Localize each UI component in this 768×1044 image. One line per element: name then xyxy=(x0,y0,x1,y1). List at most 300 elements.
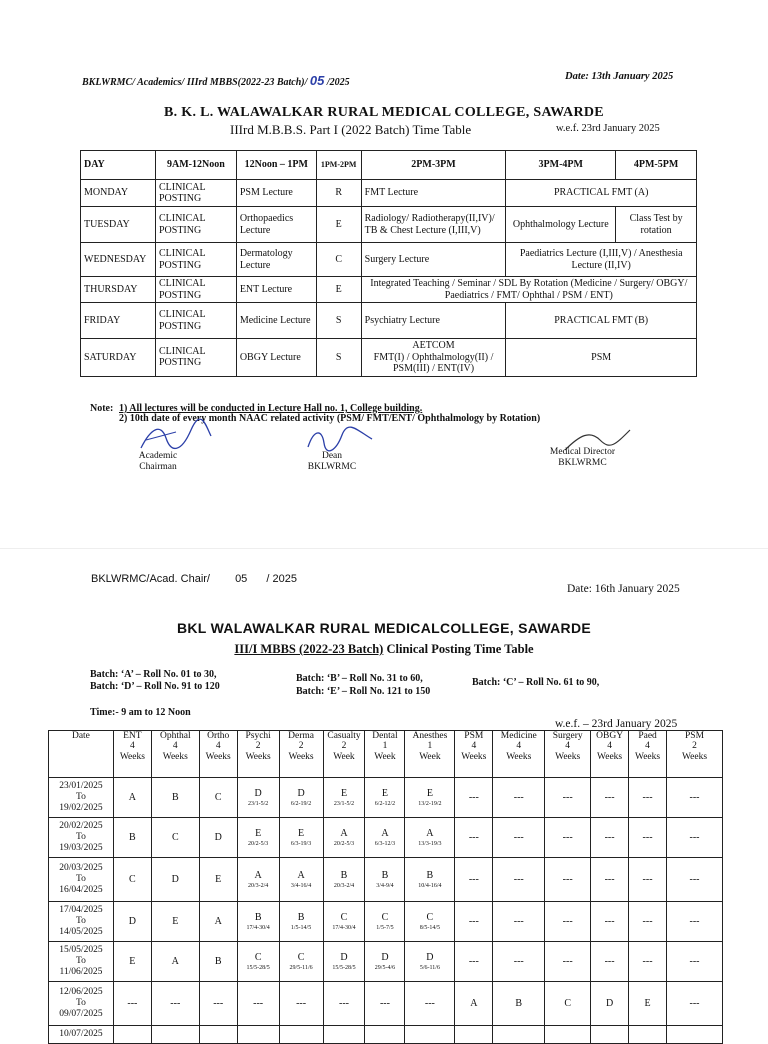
date-range-cell: 20/02/2025 To 19/03/2025 xyxy=(49,818,114,858)
slot-cell xyxy=(361,339,506,377)
posting-row xyxy=(49,858,723,902)
batch-letter: B xyxy=(214,956,222,967)
slot-cell: CLINICAL POSTING xyxy=(155,303,236,339)
batch-date-range: 20/3-2/4 xyxy=(333,882,355,889)
slot-cell: CLINICAL POSTING xyxy=(155,277,236,303)
day-cell: MONDAY xyxy=(81,180,156,207)
timetable-row-monday xyxy=(81,180,697,207)
batch-letter: --- xyxy=(604,956,615,967)
batch-cell xyxy=(365,858,405,902)
batch-cell xyxy=(545,942,591,982)
batch-cell xyxy=(279,778,323,818)
batch-a: Batch: ‘A’ – Roll No. 01 to 30, xyxy=(90,669,217,680)
batch-letter: --- xyxy=(213,998,224,1009)
batch-letter: C xyxy=(381,911,389,923)
batch-cell xyxy=(365,902,405,942)
batch-letter: --- xyxy=(296,998,307,1009)
batch-letter: --- xyxy=(689,832,700,843)
header-slot-9am: 9AM-12Noon xyxy=(155,151,236,180)
batch-letter: E xyxy=(129,956,136,967)
timetable-header-row xyxy=(81,151,697,180)
batch-cell xyxy=(365,818,405,858)
batch-letter: --- xyxy=(562,956,573,967)
batch-date-range: 6/2-12/2 xyxy=(374,800,396,807)
batch-cell xyxy=(405,1026,455,1044)
batch-letter: A xyxy=(340,827,348,839)
batch-letter: --- xyxy=(689,916,700,927)
batch-letter: A xyxy=(426,827,434,839)
slot-cell: Medicine Lecture xyxy=(236,303,316,339)
batch-cell xyxy=(493,1026,545,1044)
batch-cell xyxy=(493,902,545,942)
header-department: Paed 4 Weeks xyxy=(629,731,667,778)
batch-date-range: 23/1-5/2 xyxy=(333,800,355,807)
batch-letter: --- xyxy=(253,998,264,1009)
aetcom-detail: FMT(I) / Ophthalmology(II) / PSM(III) / ENT(IV) xyxy=(373,351,494,374)
batch-cell xyxy=(591,902,629,942)
posting-header-row xyxy=(49,731,723,778)
batch-cell xyxy=(237,902,279,942)
header-department: Ortho 4 Weeks xyxy=(199,731,237,778)
batch-cell xyxy=(279,902,323,942)
batch-cell xyxy=(545,1026,591,1044)
day-cell: WEDNESDAY xyxy=(81,243,156,277)
batch-letter: A xyxy=(214,916,222,927)
batch-cell xyxy=(323,902,365,942)
batch-cell xyxy=(199,818,237,858)
batch-letter: C xyxy=(564,998,571,1009)
header-department: PSM 2 Weeks xyxy=(667,731,723,778)
header-slot-1pm: 1PM-2PM xyxy=(316,151,361,180)
lunch-letter: E xyxy=(316,207,361,243)
batch-cell xyxy=(629,942,667,982)
batch-cell xyxy=(199,982,237,1026)
batch-date-range: 3/4-16/4 xyxy=(290,882,312,889)
batch-letter: --- xyxy=(513,832,524,843)
batch-e: Batch: ‘E’ – Roll No. 121 to 150 xyxy=(296,686,431,697)
batch-letter: C xyxy=(254,951,262,963)
batch-letter: --- xyxy=(170,998,181,1009)
batch-cell xyxy=(279,982,323,1026)
date-range-cell: 17/04/2025 To 14/05/2025 xyxy=(49,902,114,942)
header-department: Dental 1 Week xyxy=(365,731,405,778)
lunch-letter: S xyxy=(316,303,361,339)
lunch-letter: C xyxy=(316,243,361,277)
batch-letter: B xyxy=(426,869,434,881)
batch-letter: B xyxy=(515,998,523,1009)
batch-date-range: 6/2-19/2 xyxy=(290,800,312,807)
batch-letter: C xyxy=(214,792,222,803)
batch-letter: --- xyxy=(468,956,479,967)
weekly-timetable xyxy=(80,150,697,377)
slot-cell: PSM Lecture xyxy=(236,180,316,207)
batch-c: Batch: ‘C’ – Roll No. 61 to 90, xyxy=(472,677,600,688)
timetable-subtitle: IIIrd M.B.B.S. Part I (2022 Batch) Time Table xyxy=(230,122,472,137)
header-date: Date xyxy=(49,731,114,778)
slot-cell: Class Test by rotation xyxy=(616,207,697,243)
batch-cell xyxy=(279,942,323,982)
batch-cell xyxy=(455,778,493,818)
clinical-posting-title: III/I MBBS (2022-23 Batch) Clinical Posting Time Table xyxy=(234,642,534,656)
header-slot-4pm: 4PM-5PM xyxy=(616,151,697,180)
batch-letter: A xyxy=(171,956,179,967)
batch-cell xyxy=(629,1026,667,1044)
batch-cell xyxy=(591,778,629,818)
effective-date-2: w.e.f. – 23rd January 2025 xyxy=(555,718,678,730)
header-slot-12noon: 12Noon – 1PM xyxy=(236,151,316,180)
batch-cell xyxy=(591,858,629,902)
batch-letter: --- xyxy=(379,998,390,1009)
slot-cell: Radiology/ Radiotherapy(II,IV)/ TB & Chest Lecture (I,III,V) xyxy=(361,207,506,243)
batch-cell xyxy=(113,858,151,902)
batch-cell xyxy=(629,982,667,1026)
batch-letter: C xyxy=(426,911,434,923)
batch-cell xyxy=(237,818,279,858)
batch-letter: --- xyxy=(604,916,615,927)
batch-cell xyxy=(365,982,405,1026)
lunch-letter: R xyxy=(316,180,361,207)
batch-cell xyxy=(199,778,237,818)
note-2: 2) 10th date of every month NAAC related activity (PSM/ FMT/ENT/ Ophthalmology by Rotation) xyxy=(119,413,541,424)
batch-cell xyxy=(199,1026,237,1044)
batch-letter: E xyxy=(172,916,179,927)
slot-cell: CLINICAL POSTING xyxy=(155,207,236,243)
batch-letter: C xyxy=(171,832,179,843)
batch-date-range: 20/2-5/3 xyxy=(333,840,355,847)
slot-cell: Orthopaedics Lecture xyxy=(236,207,316,243)
day-cell: SATURDAY xyxy=(81,339,156,377)
aetcom-label: AETCOM xyxy=(412,340,455,351)
batch-cell xyxy=(405,902,455,942)
batch-letter: E xyxy=(340,787,348,799)
batch-date-range: 20/3-2/4 xyxy=(247,882,269,889)
batch-date-range: 13/3-19/3 xyxy=(418,840,442,847)
batch-letter: A xyxy=(470,998,478,1009)
day-cell: TUESDAY xyxy=(81,207,156,243)
signature-dean: Dean BKLWRMC xyxy=(307,451,357,473)
header-day: DAY xyxy=(81,151,156,180)
batch-cell xyxy=(237,982,279,1026)
slot-cell: PRACTICAL FMT (A) xyxy=(506,180,697,207)
batch-letter: B xyxy=(254,911,262,923)
day-cell: THURSDAY xyxy=(81,277,156,303)
slot-cell: Dermatology Lecture xyxy=(236,243,316,277)
header-department: Psychi 2 Weeks xyxy=(237,731,279,778)
college-title-2: BKL WALAWALKAR RURAL MEDICALCOLLEGE, SAWARDE xyxy=(176,620,591,636)
batch-date-range: 20/2-5/3 xyxy=(247,840,269,847)
slot-cell: Paediatrics Lecture (I,III,V) / Anesthesia Lecture (II,IV) xyxy=(506,243,697,277)
slot-cell: CLINICAL POSTING xyxy=(155,180,236,207)
batch-cell xyxy=(405,858,455,902)
batch-date-range: 29/5-11/6 xyxy=(289,964,313,971)
batch-letter: --- xyxy=(689,956,700,967)
batch-date-range: 8/5-14/5 xyxy=(419,924,441,931)
batch-letter: D xyxy=(381,951,389,963)
batch-letter: D xyxy=(605,998,614,1009)
batch-cell xyxy=(667,778,723,818)
batch-letter: A xyxy=(381,827,389,839)
batch-letter: D xyxy=(214,832,222,843)
batch-letter: E xyxy=(255,827,262,839)
batch-cell xyxy=(455,818,493,858)
batch-date-range: 13/2-19/2 xyxy=(418,800,442,807)
batch-cell xyxy=(323,858,365,902)
batch-d: Batch: ‘D’ – Roll No. 91 to 120 xyxy=(90,681,220,692)
college-title: B. K. L. WALAWALKAR RURAL MEDICAL COLLEGE, SAWARDE xyxy=(164,105,604,120)
batch-cell xyxy=(455,942,493,982)
batch-cell xyxy=(151,778,199,818)
batch-cell xyxy=(323,942,365,982)
batch-cell xyxy=(365,942,405,982)
posting-row xyxy=(49,818,723,858)
batch-cell xyxy=(591,982,629,1026)
batch-cell xyxy=(151,818,199,858)
header-department: Surgery 4 Weeks xyxy=(545,731,591,778)
date-range-cell: 10/07/2025 xyxy=(49,1026,114,1044)
batch-letter: C xyxy=(340,911,348,923)
batch-cell xyxy=(237,1026,279,1044)
batch-date-range: 17/4-30/4 xyxy=(246,924,270,931)
signature-chairman: Academic Chairman xyxy=(138,451,178,473)
batch-letter: D xyxy=(426,951,434,963)
batch-cell xyxy=(151,982,199,1026)
batch-date-range: 6/3-19/3 xyxy=(290,840,312,847)
header-department: Anesthes 1 Week xyxy=(405,731,455,778)
batch-letter: --- xyxy=(468,874,479,885)
date-range-cell: 15/05/2025 To 11/06/2025 xyxy=(49,942,114,982)
batch-date-range: 15/5-28/5 xyxy=(246,964,270,971)
batch-cell xyxy=(405,778,455,818)
batch-cell xyxy=(545,982,591,1026)
lunch-letter: S xyxy=(316,339,361,377)
batch-cell xyxy=(113,902,151,942)
batch-letter: --- xyxy=(424,998,435,1009)
batch-cell xyxy=(591,942,629,982)
batch-letter: --- xyxy=(513,874,524,885)
batch-letter: D xyxy=(297,787,305,799)
batch-cell xyxy=(545,778,591,818)
batch-cell xyxy=(279,818,323,858)
batch-letter: A xyxy=(128,792,136,803)
reference-number: BKLWRMC/ Academics/ IIIrd MBBS(2022-23 Batch)/ 05 /2025 xyxy=(82,73,350,88)
batch-cell xyxy=(591,818,629,858)
batch-cell xyxy=(493,818,545,858)
batch-letter: E xyxy=(426,787,433,799)
batch-date-range: 6/3-12/3 xyxy=(374,840,396,847)
batch-letter: C xyxy=(129,874,136,885)
batch-cell xyxy=(493,942,545,982)
batch-cell xyxy=(591,1026,629,1044)
batch-cell xyxy=(151,902,199,942)
batch-letter: D xyxy=(128,916,136,927)
batch-letter: A xyxy=(297,869,305,881)
slot-cell: PSM xyxy=(506,339,697,377)
timetable-row-wednesday xyxy=(81,243,697,277)
batch-letter: --- xyxy=(642,956,653,967)
posting-time: Time:- 9 am to 12 Noon xyxy=(90,707,191,718)
batch-cell xyxy=(667,858,723,902)
batch-letter: B xyxy=(381,869,389,881)
batch-cell xyxy=(545,902,591,942)
slot-cell: Ophthalmology Lecture xyxy=(506,207,616,243)
date-range-cell: 20/03/2025 To 16/04/2025 xyxy=(49,858,114,902)
batch-cell xyxy=(113,942,151,982)
batch-letter: --- xyxy=(339,998,349,1009)
batch-cell xyxy=(405,942,455,982)
batch-letter: D xyxy=(340,951,348,963)
batch-letter: --- xyxy=(127,998,138,1009)
batch-letter: E xyxy=(381,787,388,799)
note-1: 1) All lectures will be conducted in Lecture Hall no. 1, College building. xyxy=(119,403,423,414)
batch-cell xyxy=(493,858,545,902)
batch-cell xyxy=(279,858,323,902)
batch-cell xyxy=(455,1026,493,1044)
handwritten-ref-number: 05 xyxy=(309,73,325,88)
timetable-row-tuesday xyxy=(81,207,697,243)
batch-date-range: 29/5-4/6 xyxy=(374,964,396,971)
batch-letter: B xyxy=(297,911,305,923)
batch-cell xyxy=(113,982,151,1026)
batch-date-range: 1/5-7/5 xyxy=(376,924,394,931)
batch-letter: D xyxy=(254,787,262,799)
batch-date-range: 1/5-14/5 xyxy=(290,924,312,931)
batch-letter: --- xyxy=(513,916,524,927)
date-range-cell: 12/06/2025 To 09/07/2025 xyxy=(49,982,114,1026)
header-slot-2pm: 2PM-3PM xyxy=(361,151,506,180)
batch-cell xyxy=(667,902,723,942)
batch-cell xyxy=(629,858,667,902)
batch-cell xyxy=(405,818,455,858)
batch-cell xyxy=(237,858,279,902)
header-slot-3pm: 3PM-4PM xyxy=(506,151,616,180)
posting-row xyxy=(49,778,723,818)
timetable-row-saturday xyxy=(81,339,697,377)
slot-cell: Psychiatry Lecture xyxy=(361,303,506,339)
batch-cell xyxy=(199,902,237,942)
batch-date-range: 15/5-28/5 xyxy=(332,964,356,971)
note-label: Note: xyxy=(90,403,114,414)
document-date-2: Date: 16th January 2025 xyxy=(567,583,680,595)
slot-cell: PRACTICAL FMT (B) xyxy=(506,303,697,339)
batch-letter: --- xyxy=(562,874,573,885)
batch-cell xyxy=(323,818,365,858)
batch-letter: B xyxy=(129,832,136,843)
header-department: OBGY 4 Weeks xyxy=(591,731,629,778)
batch-cell xyxy=(323,982,365,1026)
batch-cell xyxy=(667,1026,723,1044)
day-cell: FRIDAY xyxy=(81,303,156,339)
batch-letter: --- xyxy=(562,832,573,843)
batch-letter: C xyxy=(297,951,305,963)
batch-cell xyxy=(279,1026,323,1044)
slot-cell: OBGY Lecture xyxy=(236,339,316,377)
batch-letter: --- xyxy=(468,792,479,803)
batch-cell xyxy=(113,818,151,858)
batch-date-range: 23/1-5/2 xyxy=(247,800,269,807)
batch-letter: --- xyxy=(604,874,615,885)
batch-cell xyxy=(365,1026,405,1044)
batch-letter: --- xyxy=(642,832,653,843)
posting-row xyxy=(49,902,723,942)
batch-cell xyxy=(667,942,723,982)
batch-letter: E xyxy=(215,874,222,885)
batch-cell xyxy=(405,982,455,1026)
timetable-row-thursday xyxy=(81,277,697,303)
batch-letter: --- xyxy=(604,792,615,803)
header-department: Casualty 2 Week xyxy=(323,731,365,778)
posting-row xyxy=(49,942,723,982)
batch-letter: --- xyxy=(689,998,700,1009)
batch-date-range: 5/6-11/6 xyxy=(419,964,440,971)
batch-cell xyxy=(323,1026,365,1044)
timetable-row-friday xyxy=(81,303,697,339)
batch-cell xyxy=(113,778,151,818)
batch-letter: --- xyxy=(513,956,524,967)
batch-letter: --- xyxy=(604,832,615,843)
batch-cell xyxy=(545,858,591,902)
batch-letter: --- xyxy=(468,832,479,843)
lunch-letter: E xyxy=(316,277,361,303)
batch-letter: --- xyxy=(513,792,524,803)
batch-cell xyxy=(199,858,237,902)
date-range-cell: 23/01/2025 To 19/02/2025 xyxy=(49,778,114,818)
header-department: ENT 4 Weeks xyxy=(113,731,151,778)
slot-cell: CLINICAL POSTING xyxy=(155,243,236,277)
batch-cell xyxy=(237,778,279,818)
batch-cell xyxy=(151,942,199,982)
batch-letter: B xyxy=(171,792,179,803)
signature-medical-director: Medical Director BKLWRMC xyxy=(549,447,616,469)
batch-letter: --- xyxy=(689,874,700,885)
batch-b: Batch: ‘B’ – Roll No. 31 to 60, xyxy=(296,673,423,684)
page-divider xyxy=(0,548,768,549)
batch-letter: --- xyxy=(642,792,653,803)
batch-cell xyxy=(455,858,493,902)
batch-cell xyxy=(629,902,667,942)
batch-letter: E xyxy=(644,998,651,1009)
batch-letter: A xyxy=(254,869,262,881)
batch-cell xyxy=(151,1026,199,1044)
batch-date-range: 3/4-9/4 xyxy=(376,882,394,889)
slot-cell: CLINICAL POSTING xyxy=(155,339,236,377)
header-department: Ophthal 4 Weeks xyxy=(151,731,199,778)
batch-cell xyxy=(629,818,667,858)
batch-cell xyxy=(455,902,493,942)
header-department: Medicine 4 Weeks xyxy=(493,731,545,778)
batch-cell xyxy=(237,942,279,982)
batch-letter: --- xyxy=(562,792,573,803)
batch-cell xyxy=(667,982,723,1026)
batch-cell xyxy=(545,818,591,858)
effective-date: w.e.f. 23rd January 2025 xyxy=(556,123,660,134)
batch-letter: --- xyxy=(689,792,700,803)
batch-cell xyxy=(493,982,545,1026)
batch-letter: B xyxy=(340,869,348,881)
posting-row xyxy=(49,1026,723,1044)
batch-letter: --- xyxy=(642,916,653,927)
batch-cell xyxy=(493,778,545,818)
slot-cell: ENT Lecture xyxy=(236,277,316,303)
batch-cell xyxy=(199,942,237,982)
slot-cell: Surgery Lecture xyxy=(361,243,506,277)
batch-letter: --- xyxy=(468,916,479,927)
batch-cell xyxy=(667,818,723,858)
batch-date-range: 10/4-16/4 xyxy=(418,882,442,889)
batch-letter: D xyxy=(171,874,179,885)
posting-row xyxy=(49,982,723,1026)
document-date: Date: 13th January 2025 xyxy=(565,71,674,82)
batch-letter: E xyxy=(298,827,305,839)
